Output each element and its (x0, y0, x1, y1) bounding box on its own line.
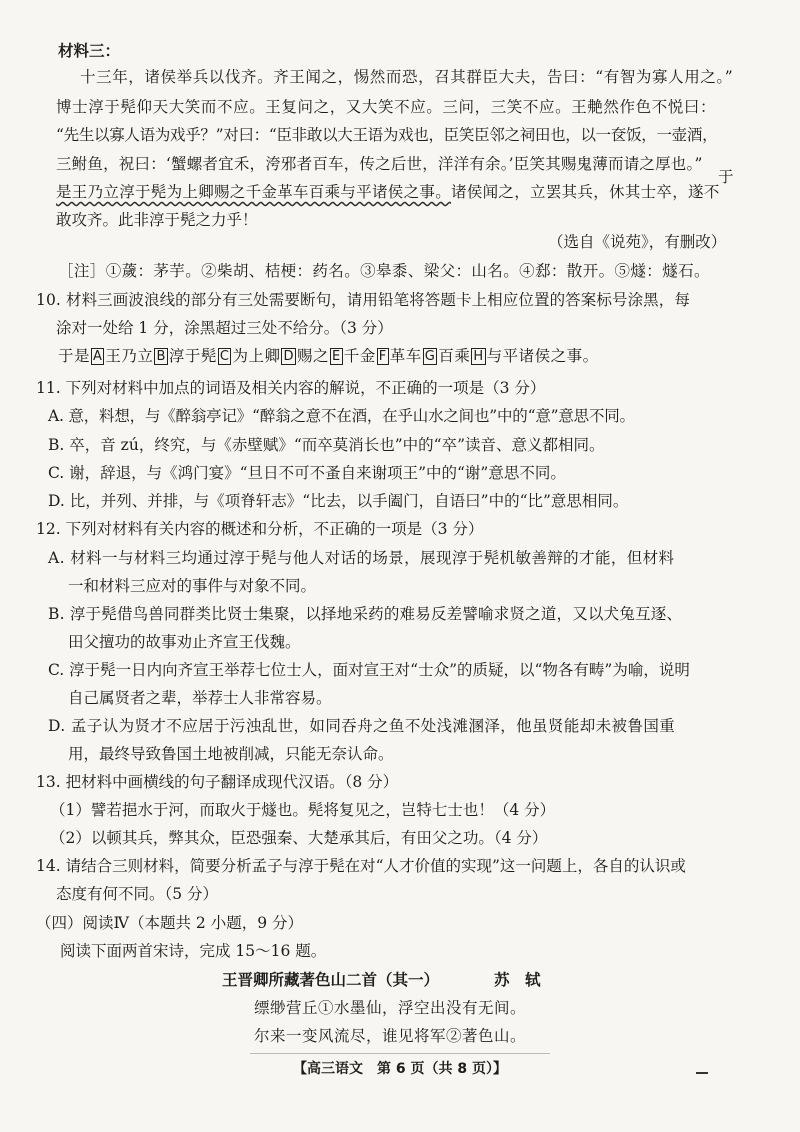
section4-instruction: 阅读下面两首宋诗，完成 15～16 题。 (60, 942, 327, 960)
material3-line-2: 博士淳于髡仰天大笑而不应。王复问之，又大笑不应。三问，三笑不应。王艴然作色不悦曰： (56, 98, 717, 116)
q10-stem-line-2: 涂对一处给 1 分，涂黑超过三处不给分。（3 分） (56, 319, 393, 337)
q12-stem: 12. 下列对材料有关内容的概述和分析，不正确的一项是（3 分） (36, 520, 484, 538)
q12-option-b-line-2: 田父擅功的故事劝止齐宣王伐魏。 (68, 633, 301, 651)
q10-segment: 淳于髡 (168, 347, 217, 365)
q13-item-2: （2）以顿其兵，弊其众，臣恐强秦、大楚承其后，有田父之功。（4 分） (50, 829, 548, 847)
q14-stem-line-1: 14. 请结合三则材料，简要分析孟子与淳于髡在对“人才价值的实现”这一问题上，各自的认识或 (36, 857, 686, 875)
q10-segment: 赐之 (296, 347, 329, 365)
q12-option-a-line-2: 一和材料三应对的事件与对象不同。 (68, 577, 317, 595)
q10-marker-g[interactable]: G (424, 349, 436, 364)
poem-line-1: 缥缈营丘①水墨仙，浮空出没有无间。 (254, 999, 527, 1017)
q11-option-a: A. 意，料想，与《醉翁亭记》“醉翁之意不在酒，在乎山水之间也”中的“意”意思不同。 (48, 407, 635, 425)
q12-option-a-line-1: A. 材料一与材料三均通过淳于髡与他人对话的场景，展现淳于髡机敏善辩的才能，但材料 (48, 549, 675, 567)
q10-marker-c[interactable]: C (219, 349, 230, 364)
q10-marker-h[interactable]: H (473, 349, 484, 364)
q10-marker-e[interactable]: E (332, 349, 341, 364)
q13-stem: 13. 把材料中画横线的句子翻译成现代汉语。（8 分） (36, 773, 399, 791)
page-mark (696, 1072, 708, 1074)
q11-option-b: B. 卒，音 zú，终究，与《赤壁赋》“而卒莫消长也”中的“卒”读音、意义都相同。 (48, 436, 605, 454)
material3-line-3: “先生以寡人语为戏乎？”对曰：“臣非敢以大王语为戏也，臣笑臣邻之祠田也，以一奁饭，一壶酒， (56, 126, 718, 144)
q13-item-1: （1）譬若挹水于河，而取火于燧也。髡将复见之，岂特七士也！（4 分） (50, 801, 556, 819)
material3-line-5-lead-char: 于 (718, 168, 734, 186)
footer-divider (250, 1053, 550, 1054)
q11-option-c: C. 谢，辞退，与《鸿门宴》“旦日不可不蚤自来谢项王”中的“谢”意思不同。 (48, 464, 566, 482)
material3-line-6: 敢攻齐。此非淳于髡之力乎！ (56, 211, 258, 229)
material3-notes: ［注］①薉：茅芋。②柴胡、桔梗：药名。③皋黍、梁父：山名。④郄：散开。⑤燧：燧石。 (58, 262, 710, 280)
q10-segment: 王乃立 (105, 347, 154, 365)
material3-line-5-tail: 诸侯闻之，立罢其兵，休其士卒，遂不 (451, 183, 720, 201)
q10-segment: 与平诸侯之事。 (486, 347, 599, 365)
material3-line-1: 十三年，诸侯举兵以伐齐。齐王闻之，惕然而恐，召其群臣大夫，告曰：“有智为寡人用之。” (80, 68, 734, 86)
poem-author: 苏 轼 (494, 970, 541, 989)
section4-heading: （四）阅读Ⅳ（本题共 2 小题，9 分） (36, 914, 303, 932)
poem-title: 王晋卿所藏著色山二首（其一） (222, 970, 440, 989)
page-footer: 【高三语文 第 6 页（共 8 页）】 (293, 1061, 507, 1077)
poem-line-2: 尔来一变风流尽，谁见将军②著色山。 (254, 1027, 527, 1045)
q10-segment: 千金 (343, 347, 376, 365)
q10-breakpoint-line (58, 347, 599, 366)
q10-segment: 革车 (389, 347, 422, 365)
q10-marker-f[interactable]: F (378, 349, 387, 364)
q12-option-b-line-1: B. 淳于髡借鸟兽同群类比贤士集聚，以择地采药的难易反差譬喻求贤之道，又以犬兔互逐、 (48, 605, 683, 623)
q10-segment: 百乘 (438, 347, 471, 365)
q11-stem: 11. 下列对材料中加点的词语及相关内容的解说，不正确的一项是（3 分） (36, 379, 546, 397)
q10-marker-a[interactable]: A (93, 349, 103, 364)
material3-line-4: 三鲋鱼，祝曰：‘蟹螺者宜禾，洿邪者百车，传之后世，洋洋有余。’臣笑其赐鬼薄而请之厚也。” (56, 155, 703, 173)
q12-option-c-line-1: C. 淳于髡一日内向齐宣王举荐七位士人，面对宣王对“士众”的质疑，以“物各有畴”为喻，说明 (48, 661, 690, 679)
wavy-underlined-sentence: 是王乃立淳于髡为上卿赐之千金革车百乘与平诸侯之事。 (56, 183, 452, 201)
q10-segment: 于是 (58, 347, 91, 365)
q10-stem-line-1: 10. 材料三画波浪线的部分有三处需要断句，请用铅笔将答题卡上相应位置的答案标号涂黑，每 (36, 291, 690, 309)
q12-option-c-line-2: 自己属贤者之辈，举荐士人非常容易。 (68, 689, 332, 707)
q14-stem-line-2: 态度有何不同。（5 分） (56, 885, 219, 903)
material3-heading: 材料三： (58, 41, 121, 60)
q12-option-d-line-1: D. 孟子认为贤才不应居于污浊乱世，如同吞舟之鱼不处浅滩溷泽，他虽贤能却未被鲁国重 (48, 717, 676, 735)
q10-segment: 为上卿 (232, 347, 281, 365)
q12-option-d-line-2: 用，最终导致鲁国土地被削减，只能无奈认命。 (68, 745, 394, 763)
material3-line-5 (56, 183, 720, 202)
material3-source: （选自《说苑》，有删改） (548, 233, 727, 251)
q10-marker-d[interactable]: D (283, 349, 294, 364)
q11-option-d: D. 比，并列、并排，与《项脊轩志》“比去，以手阖门，自语曰”中的“比”意思相同。 (48, 492, 629, 510)
q10-marker-b[interactable]: B (156, 349, 166, 364)
